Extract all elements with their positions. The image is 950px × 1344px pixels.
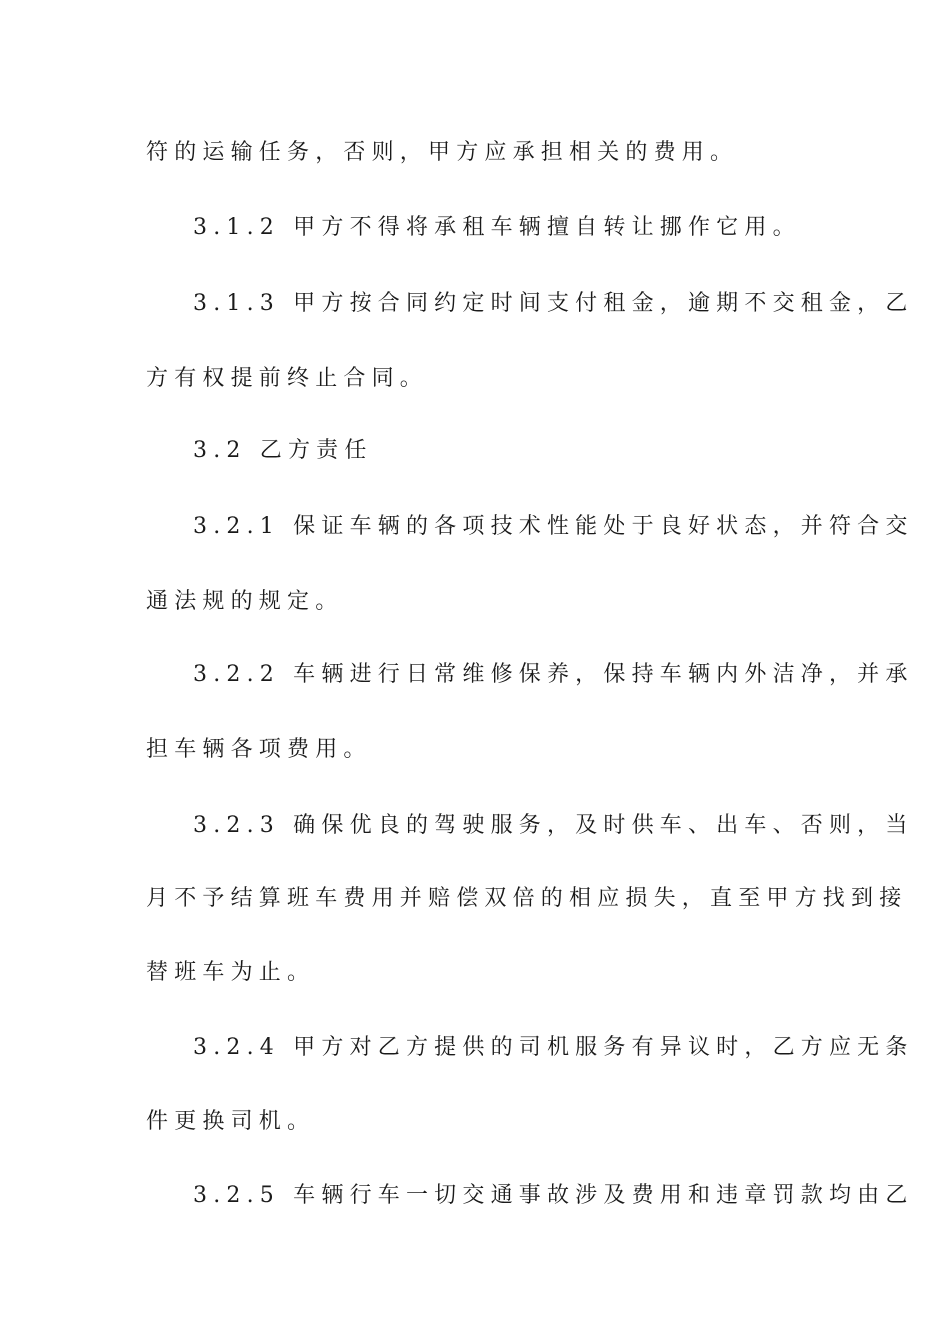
text-line: 替班车为止。 [146, 960, 316, 985]
clause-3-2-3: 3.2.3 确保优良的驾驶服务，及时供车、出车、否则，当 [193, 813, 914, 838]
text-line: 担车辆各项费用。 [146, 737, 372, 762]
text-line: 件更换司机。 [146, 1109, 316, 1134]
clause-3-2-1: 3.2.1 保证车辆的各项技术性能处于良好状态，并符合交 [193, 514, 914, 539]
clause-3-2-5: 3.2.5 车辆行车一切交通事故涉及费用和违章罚款均由乙 [193, 1183, 914, 1208]
clause-3-1-2: 3.1.2 甲方不得将承租车辆擅自转让挪作它用。 [193, 215, 801, 240]
clause-3-2-2: 3.2.2 车辆进行日常维修保养，保持车辆内外洁净，并承 [193, 662, 914, 687]
section-heading-3-2: 3.2 乙方责任 [193, 438, 373, 463]
text-line: 月不予结算班车费用并赔偿双倍的相应损失，直至甲方找到接 [146, 886, 908, 911]
clause-3-1-3: 3.1.3 甲方按合同约定时间支付租金，逾期不交租金，乙 [193, 291, 914, 316]
text-line: 符的运输任务，否则，甲方应承担相关的费用。 [146, 140, 739, 165]
clause-3-2-4: 3.2.4 甲方对乙方提供的司机服务有异议时，乙方应无条 [193, 1035, 914, 1060]
text-line: 通法规的规定。 [146, 589, 344, 614]
text-line: 方有权提前终止合同。 [146, 366, 429, 391]
